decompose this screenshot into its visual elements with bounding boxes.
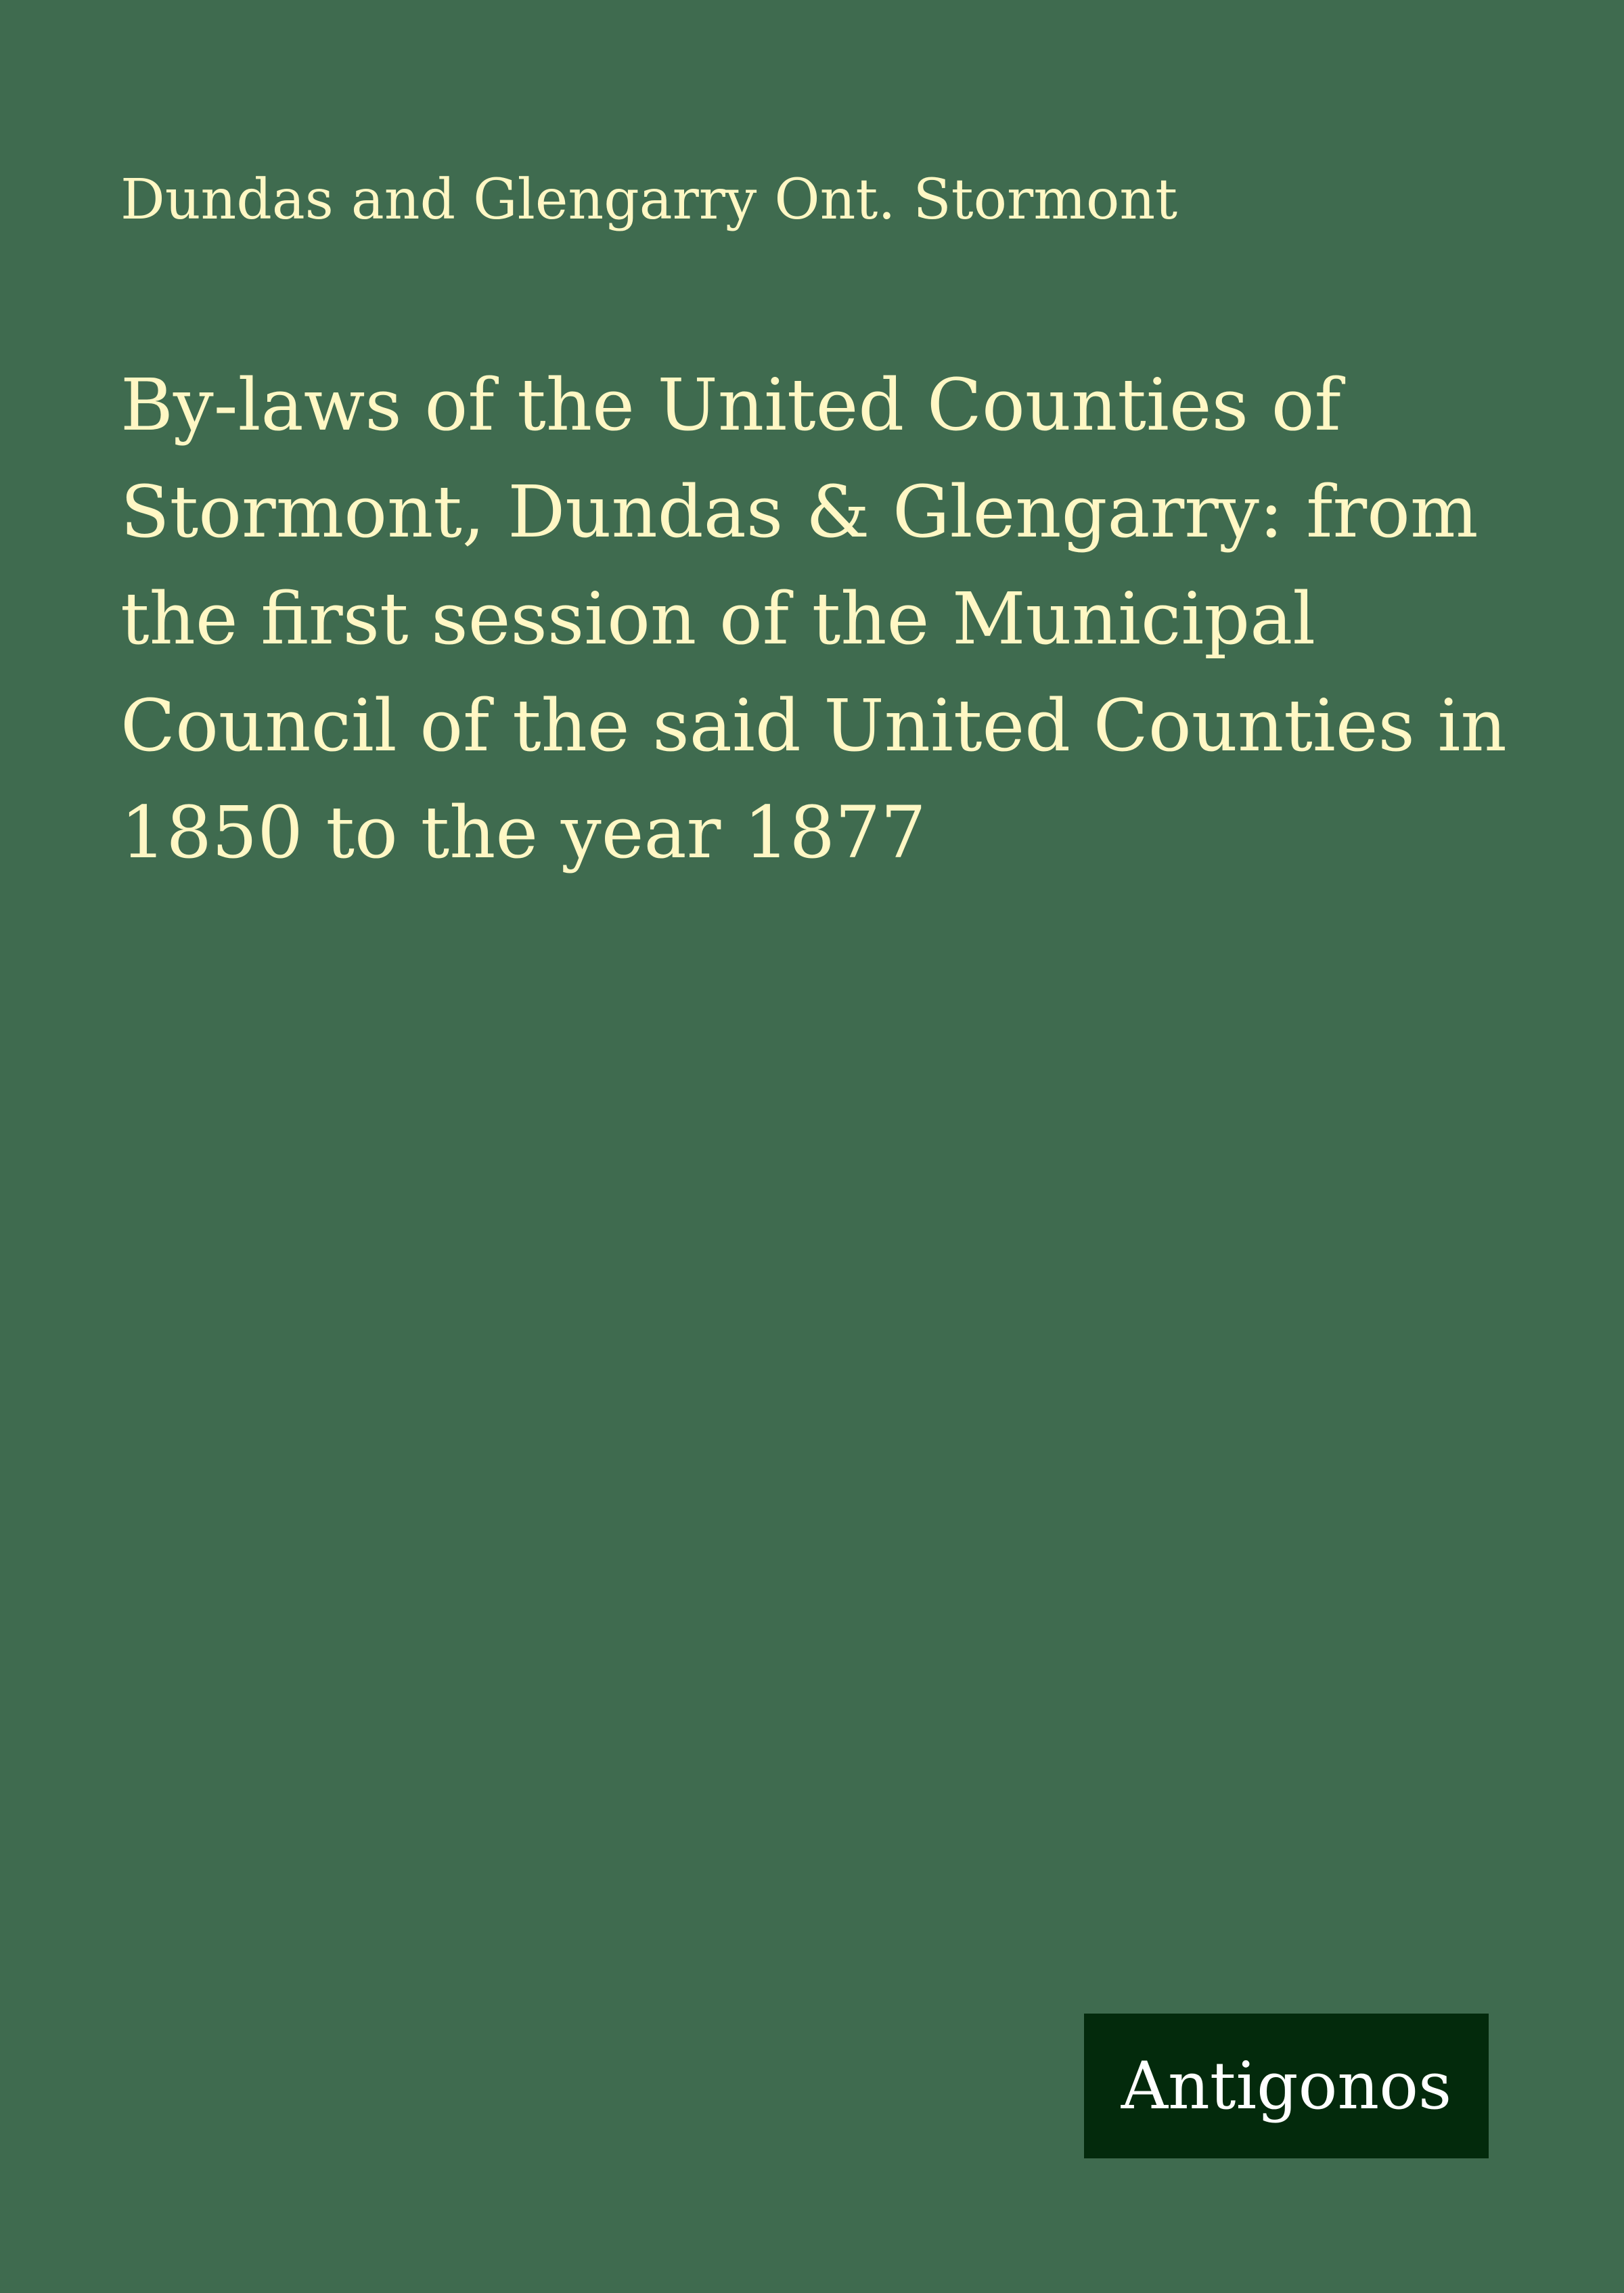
publisher-badge xyxy=(1084,2014,1489,2158)
publisher-name: Antigonos xyxy=(1121,2048,1452,2124)
author-name: Dundas and Glengarry Ont. Stormont xyxy=(120,168,1178,232)
book-title: By-laws of the United Counties of Stormont, Dundas & Glengarry: from the first session of the Municipal Council of the said United Counties in 1850 to the year 1877 xyxy=(120,363,1507,874)
